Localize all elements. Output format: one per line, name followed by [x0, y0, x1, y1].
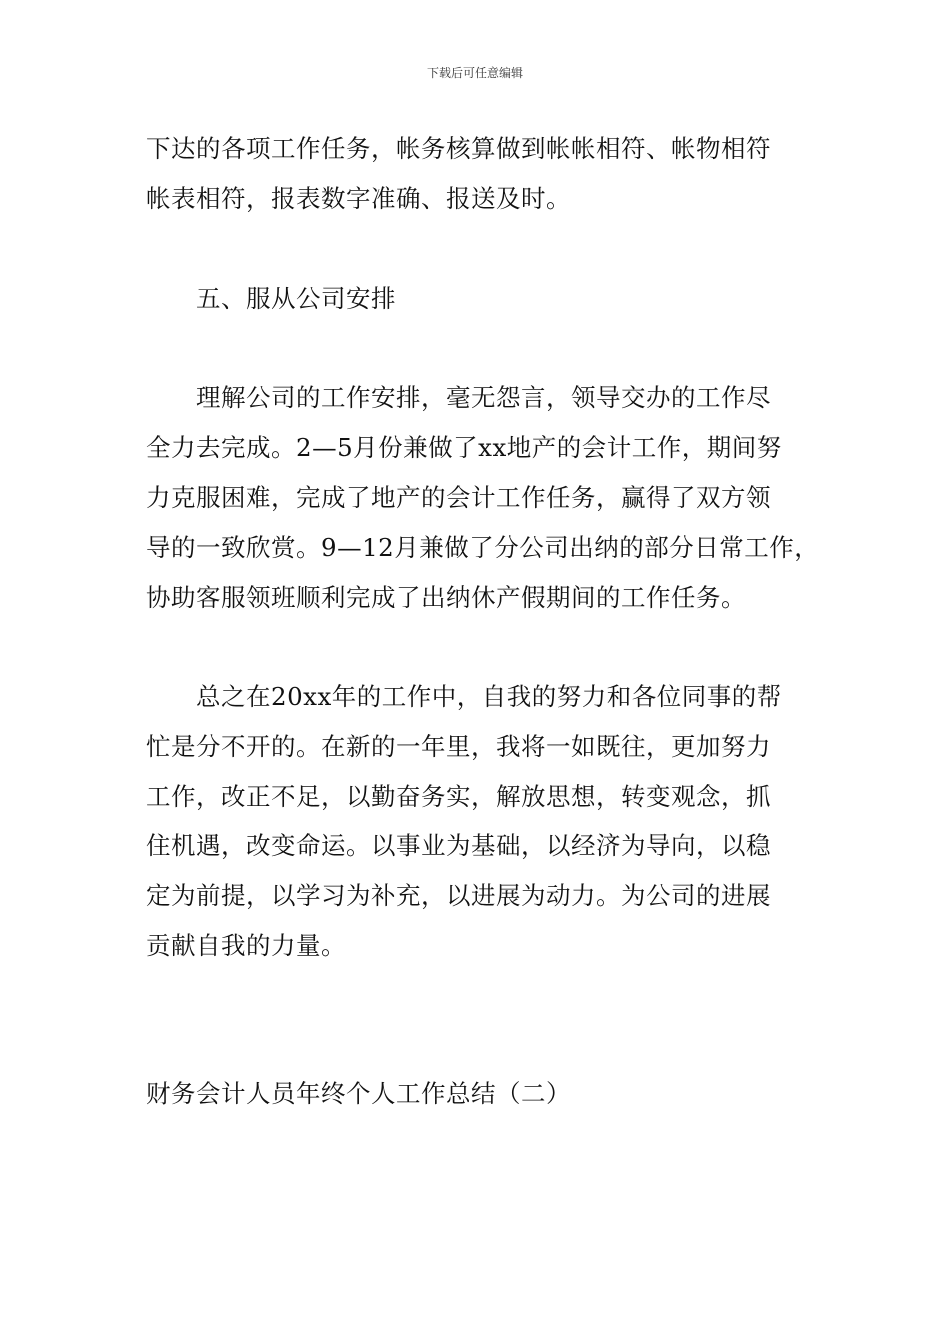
- text-line: 理解公司的工作安排，毫无怨言，领导交办的工作尽: [196, 383, 771, 412]
- page-header: 下载后可任意编辑: [426, 66, 523, 80]
- text-line: 贡献自我的力量。: [146, 931, 346, 960]
- text-line: 下达的各项工作任务，帐务核算做到帐帐相符、帐物相符: [146, 134, 771, 163]
- text-line: 工作，改正不足，以勤奋务实，解放思想，转变观念，抓: [146, 782, 771, 811]
- text-line: 住机遇，改变命运。以事业为基础，以经济为导向，以稳: [146, 831, 771, 860]
- text-line: 全力去完成。2—5月份兼做了xx地产的会计工作，期间努: [146, 433, 782, 462]
- text-line: 忙是分不开的。在新的一年里，我将一如既往，更加努力: [146, 732, 771, 761]
- text-line: 总之在20xx年的工作中，自我的努力和各位同事的帮: [196, 682, 782, 711]
- text-line: 定为前提，以学习为补充，以进展为动力。为公司的进展: [146, 881, 771, 910]
- text-line: 帐表相符，报表数字准确、报送及时。: [146, 184, 571, 213]
- section-heading: 五、服从公司安排: [196, 284, 396, 313]
- section-title: 财务会计人员年终个人工作总结（二）: [146, 1079, 571, 1108]
- text-line: 协助客服领班顺利完成了出纳休产假期间的工作任务。: [146, 583, 746, 612]
- text-line: 力克服困难，完成了地产的会计工作任务，赢得了双方领: [146, 483, 771, 512]
- text-line: 导的一致欣赏。9—12月兼做了分公司出纳的部分日常工作，: [146, 533, 820, 562]
